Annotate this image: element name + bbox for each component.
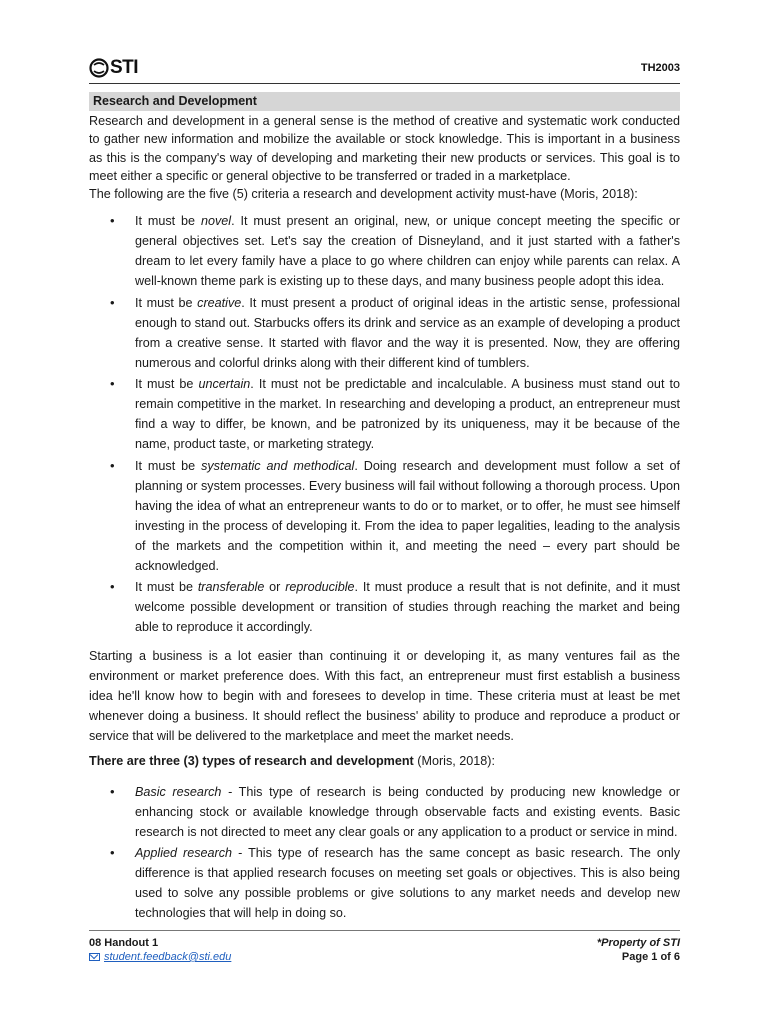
page-footer — [89, 930, 680, 970]
handout-label: 08 Handout 1 — [89, 937, 159, 949]
mail-icon — [89, 953, 100, 961]
list-item: • Basic research - This type of research is being conducted by producing new knowledge or enhancing stock or available knowledge through observable facts and existing events. Basic research is not directed to meet any clear goals or any application to a product or service in mind. — [135, 782, 680, 842]
intro-paragraph: Research and development in a general sense is the method of creative and systematic work conducted to gather new information and mobilize the available or stock knowledge. This is important in a business as this is the company's way of developing and marketing their new products or services. This goal is to meet either a specific or general objective to be transferred or traded in a marketplace. — [89, 114, 680, 183]
criteria-list — [89, 211, 680, 637]
types-heading: There are three (3) types of research and development (Moris, 2018): — [89, 754, 495, 769]
page-number: Page 1 of 6 — [621, 951, 680, 963]
list-item: • Applied research - This type of research has the same concept as basic research. The only difference is that applied research focuses on meeting set goals or objectives. This is also being used to solve any possible problems or give solutions to any market needs and develop new technologies that will help in doing so. — [135, 843, 680, 923]
section-title: Research and Development — [89, 92, 680, 111]
types-list — [89, 782, 680, 924]
email-row — [89, 950, 231, 964]
body-paragraph: Starting a business is a lot easier than continuing it or developing it, as many ventures fail as the environment or market preference does. With this fact, an entrepreneur must first establish a business idea he'll know how to begin with and foresees to develop in time. These criteria must at least be met whenever doing a business. It should reflect the business' ability to produce and reproduce a product or service that will be delivered to the marketplace and meet the market needs. — [89, 649, 680, 744]
logo-text: STI — [110, 57, 139, 78]
page-header — [89, 55, 680, 85]
criteria-intro: The following are the five (5) criteria a research and development activity must-have (Moris, 2018): — [89, 187, 638, 202]
list-item: • It must be systematic and methodical. Doing research and development must follow a set of planning or system processes. Every business will fail without following a thorough process. Upon having the idea of what an entrepreneur wants to do or to market, or to offer, he must see himself investing in the process of developing it. From the idea to paper legalities, leading to the analysis of the markets and the competition within it, and meeting the need – every part should be acknowledged. — [135, 456, 680, 576]
list-item: • It must be creative. It must present a product of original ideas in the artistic sense, professional enough to stand out. Starbucks offers its drink and service as an example of developing a product from a creative sense. It started with flavor and the way it is presented. Now, they are offering numerous and colorful drinks along with their different kind of tumblers. — [135, 293, 680, 373]
footer-divider — [89, 930, 680, 931]
email-link[interactable]: student.feedback@sti.edu — [104, 951, 232, 963]
list-item: • It must be transferable or reproducible. It must produce a result that is not definite, and it must welcome possible development or transition of studies through reaching the market and being able to reproduce it accordingly. — [135, 577, 680, 637]
document-body — [89, 92, 680, 925]
list-item: • It must be uncertain. It must not be predictable and incalculable. A business must stand out to remain competitive in the market. In researching and developing a product, an entrepreneur must find a way to differ, be known, and be patronized by its uniqueness, may it be because of the name, product taste, or marketing strategy. — [135, 374, 680, 454]
property-label: *Property of STI — [596, 937, 680, 949]
footer-left — [89, 936, 231, 964]
list-item: • It must be novel. It must present an original, new, or unique concept meeting the specific or general objectives set. Let's say the creation of Disneyland, and it just started with a father's dream to let every family have a place to go where children can enjoy while parents can relax. A well-known theme park is existing up to these days, and many business people adopt this idea. — [135, 211, 680, 291]
header-divider — [89, 83, 680, 84]
document-code: TH2003 — [640, 62, 680, 74]
sti-logo — [89, 57, 138, 79]
footer-right — [597, 936, 680, 964]
sti-logo-icon — [89, 58, 109, 78]
